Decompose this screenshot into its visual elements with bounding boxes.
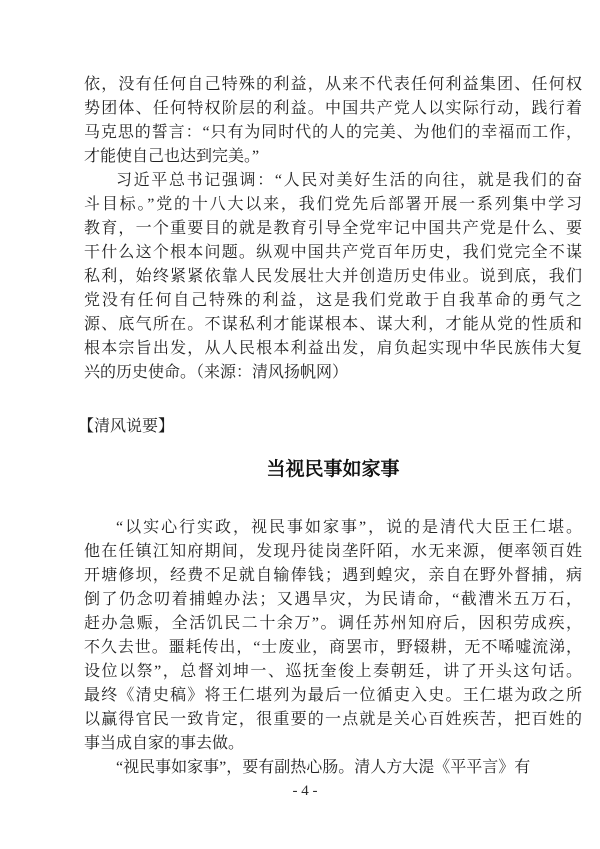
text-line: 势团体、任何特权阶层的利益。中国共产党人以实际行动，践行着 — [84, 100, 582, 117]
text-line: 党没有任何自己特殊的利益，这是我们党敢于自我革命的勇气之 — [84, 292, 582, 309]
page-number: - 4 - — [292, 783, 318, 799]
text-line: “视民事如家事”，要有副热心肠。清人方大湜《平平言》有 — [116, 759, 531, 776]
text-line: 兴的历史使命。（来源：清风扬帆网） — [84, 364, 349, 381]
text-line: 马克思的誓言：“只有为同时代的人的完美、为他们的幸福而工作， — [84, 124, 582, 141]
article-title: 当视民事如家事 — [266, 459, 400, 480]
text-line: 开塘修坝，经费不足就自输俸钱；遇到蝗灾，亲自在野外督捕，病 — [84, 567, 582, 584]
text-line: 教育，一个重要目的就是教育引导全党牢记中国共产党是什么、要 — [84, 220, 582, 237]
body-paragraph — [84, 169, 582, 385]
continuation-paragraph — [84, 73, 582, 169]
text-line: 设位以祭”，总督刘坤一、巡抚奎俊上奏朝廷，讲了开头这句话。 — [84, 663, 582, 680]
text-line: 干什么这个根本问题。纵观中国共产党百年历史，我们党完全不谋 — [84, 244, 582, 261]
text-line: 根本宗旨出发，从人民根本利益出发，肩负起实现中华民族伟大复 — [84, 340, 582, 357]
text-line: 才能使自己也达到完美。” — [84, 148, 260, 165]
text-line: 源、底气所在。不谋私利才能谋根本、谋大利，才能从党的性质和 — [84, 316, 582, 333]
text-line: 以赢得官民一致肯定，很重要的一点就是关心百姓疾苦，把百姓的 — [84, 711, 582, 728]
text-line: 倒了仍念叨着捕蝗办法；又遇旱灾，为民请命，“截漕米五万石， — [84, 591, 582, 608]
text-line: 不久去世。噩耗传出，“士废业，商罢市，野辍耕，无不唏嘘流涕， — [84, 639, 582, 656]
text-line: 依，没有任何自己特殊的利益，从来不代表任何利益集团、任何权 — [84, 76, 582, 93]
text-line: 事当成自家的事去做。 — [84, 735, 245, 752]
text-line: 斗目标。”党的十八大以来，我们党先后部署开展一系列集中学习 — [84, 196, 582, 213]
text-line: 他在任镇江知府期间，发现丹徒岗垄阡陌，水无来源，便率领百姓 — [84, 543, 582, 560]
article-paragraph — [84, 516, 582, 756]
text-line: 私利，始终紧紧依靠人民发展壮大并创造历史伟业。说到底，我们 — [84, 268, 582, 285]
text-line: 最终《清史稿》将王仁堪列为最后一位循吏入史。王仁堪为政之所 — [84, 687, 582, 704]
text-line: “以实心行实政，视民事如家事”，说的是清代大臣王仁堪。 — [116, 519, 582, 536]
section-header: 【清风说要】 — [78, 418, 175, 435]
text-line: 习近平总书记强调：“人民对美好生活的向往，就是我们的奋 — [116, 172, 582, 189]
text-line: 赶办急赈，全活饥民二十余万”。调任苏州知府后，因积劳成疾， — [84, 615, 582, 632]
article-paragraph — [84, 756, 582, 780]
